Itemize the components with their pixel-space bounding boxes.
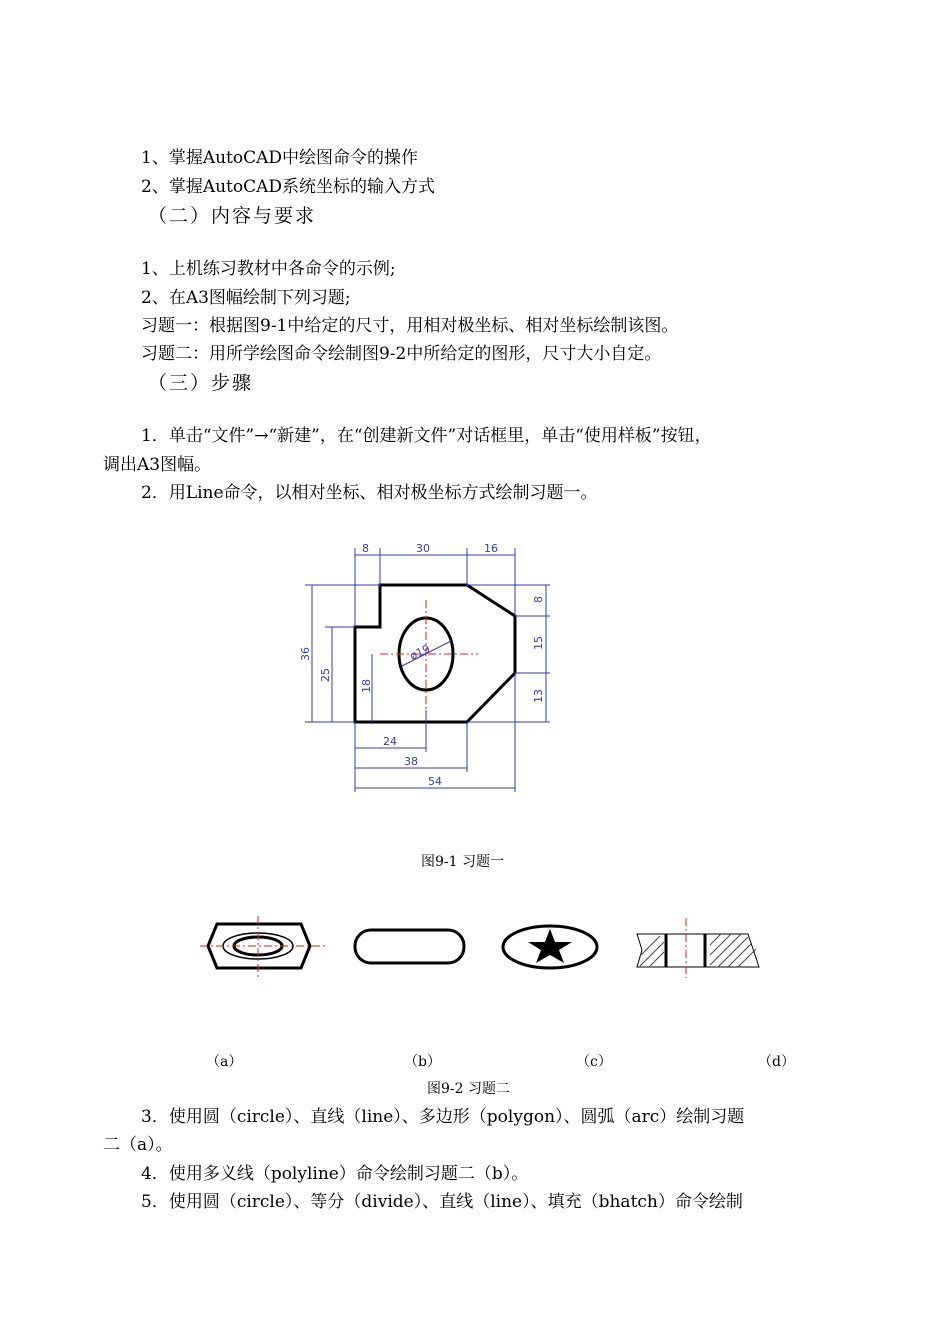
- step-3-line-2: 二（a）。: [103, 1135, 173, 1155]
- dim-8-top: 8: [362, 542, 369, 555]
- dim-54-bottom: 54: [428, 775, 442, 788]
- objective-2: 2、掌握AutoCAD系统坐标的输入方式: [141, 177, 436, 197]
- content-item-3: 习题一：根据图9-1中给定的尺寸，用相对极坐标、相对坐标绘制该图。: [141, 316, 679, 336]
- figure-9-1-caption: 图9-1 习题一: [421, 854, 504, 870]
- figure-9-2-label-d: （d）: [758, 1054, 795, 1070]
- drawing-b: [355, 930, 464, 963]
- content-item-2: 2、在A3图幅绘制下列习题;: [141, 288, 351, 308]
- objective-1: 1、掌握AutoCAD中绘图命令的操作: [141, 148, 419, 168]
- drawing-d: [637, 918, 759, 978]
- drawing-c: [503, 926, 597, 968]
- dim-30-top: 30: [416, 542, 430, 555]
- drawing-a: [200, 916, 325, 980]
- dim-15-right: 15: [532, 636, 545, 650]
- step-1-line-1: 1．单击“文件”→“新建”，在“创建新文件”对话框里，单击“使用样板”按钮，: [141, 426, 712, 446]
- section-heading-steps: （三）步骤: [148, 372, 254, 394]
- step-5: 5．使用圆（circle）、等分（divide）、直线（line）、填充（bhatch）命令绘制: [141, 1192, 743, 1212]
- dim-36-left: 36: [299, 647, 312, 661]
- figure-9-2-caption: 图9-2 习题二: [427, 1081, 510, 1097]
- step-3-line-1: 3．使用圆（circle）、直线（line）、多边形（polygon）、圆弧（arc）绘制习题: [141, 1107, 745, 1127]
- step-4: 4．使用多义线（polyline）命令绘制习题二（b）。: [141, 1164, 529, 1184]
- step-2: 2．用Line命令，以相对坐标、相对极坐标方式绘制习题一。: [141, 483, 598, 503]
- figure-9-2-drawings: [195, 910, 775, 980]
- figure-9-2-label-c: （c）: [576, 1054, 612, 1070]
- dim-8-right: 8: [532, 596, 545, 603]
- step-1-line-2: 调出A3图幅。: [103, 455, 212, 475]
- dim-25-left: 25: [319, 668, 332, 682]
- figure-9-1-drawing: [290, 535, 560, 800]
- dim-38-bottom: 38: [404, 755, 418, 768]
- dim-13-right: 13: [532, 689, 545, 703]
- content-item-4: 习题二：用所学绘图命令绘制图9-2中所给定的图形，尺寸大小自定。: [141, 344, 662, 364]
- section-heading-content: （二）内容与要求: [148, 205, 317, 227]
- figure-9-2-label-a: （a）: [206, 1054, 243, 1070]
- content-item-1: 1、上机练习教材中各命令的示例;: [141, 259, 396, 279]
- dim-diameter: ø19: [407, 642, 433, 663]
- figure-9-2-label-b: （b）: [404, 1054, 441, 1070]
- dim-24-bottom: 24: [383, 735, 397, 748]
- dim-16-top: 16: [484, 542, 498, 555]
- dim-18-hole: 18: [360, 679, 373, 693]
